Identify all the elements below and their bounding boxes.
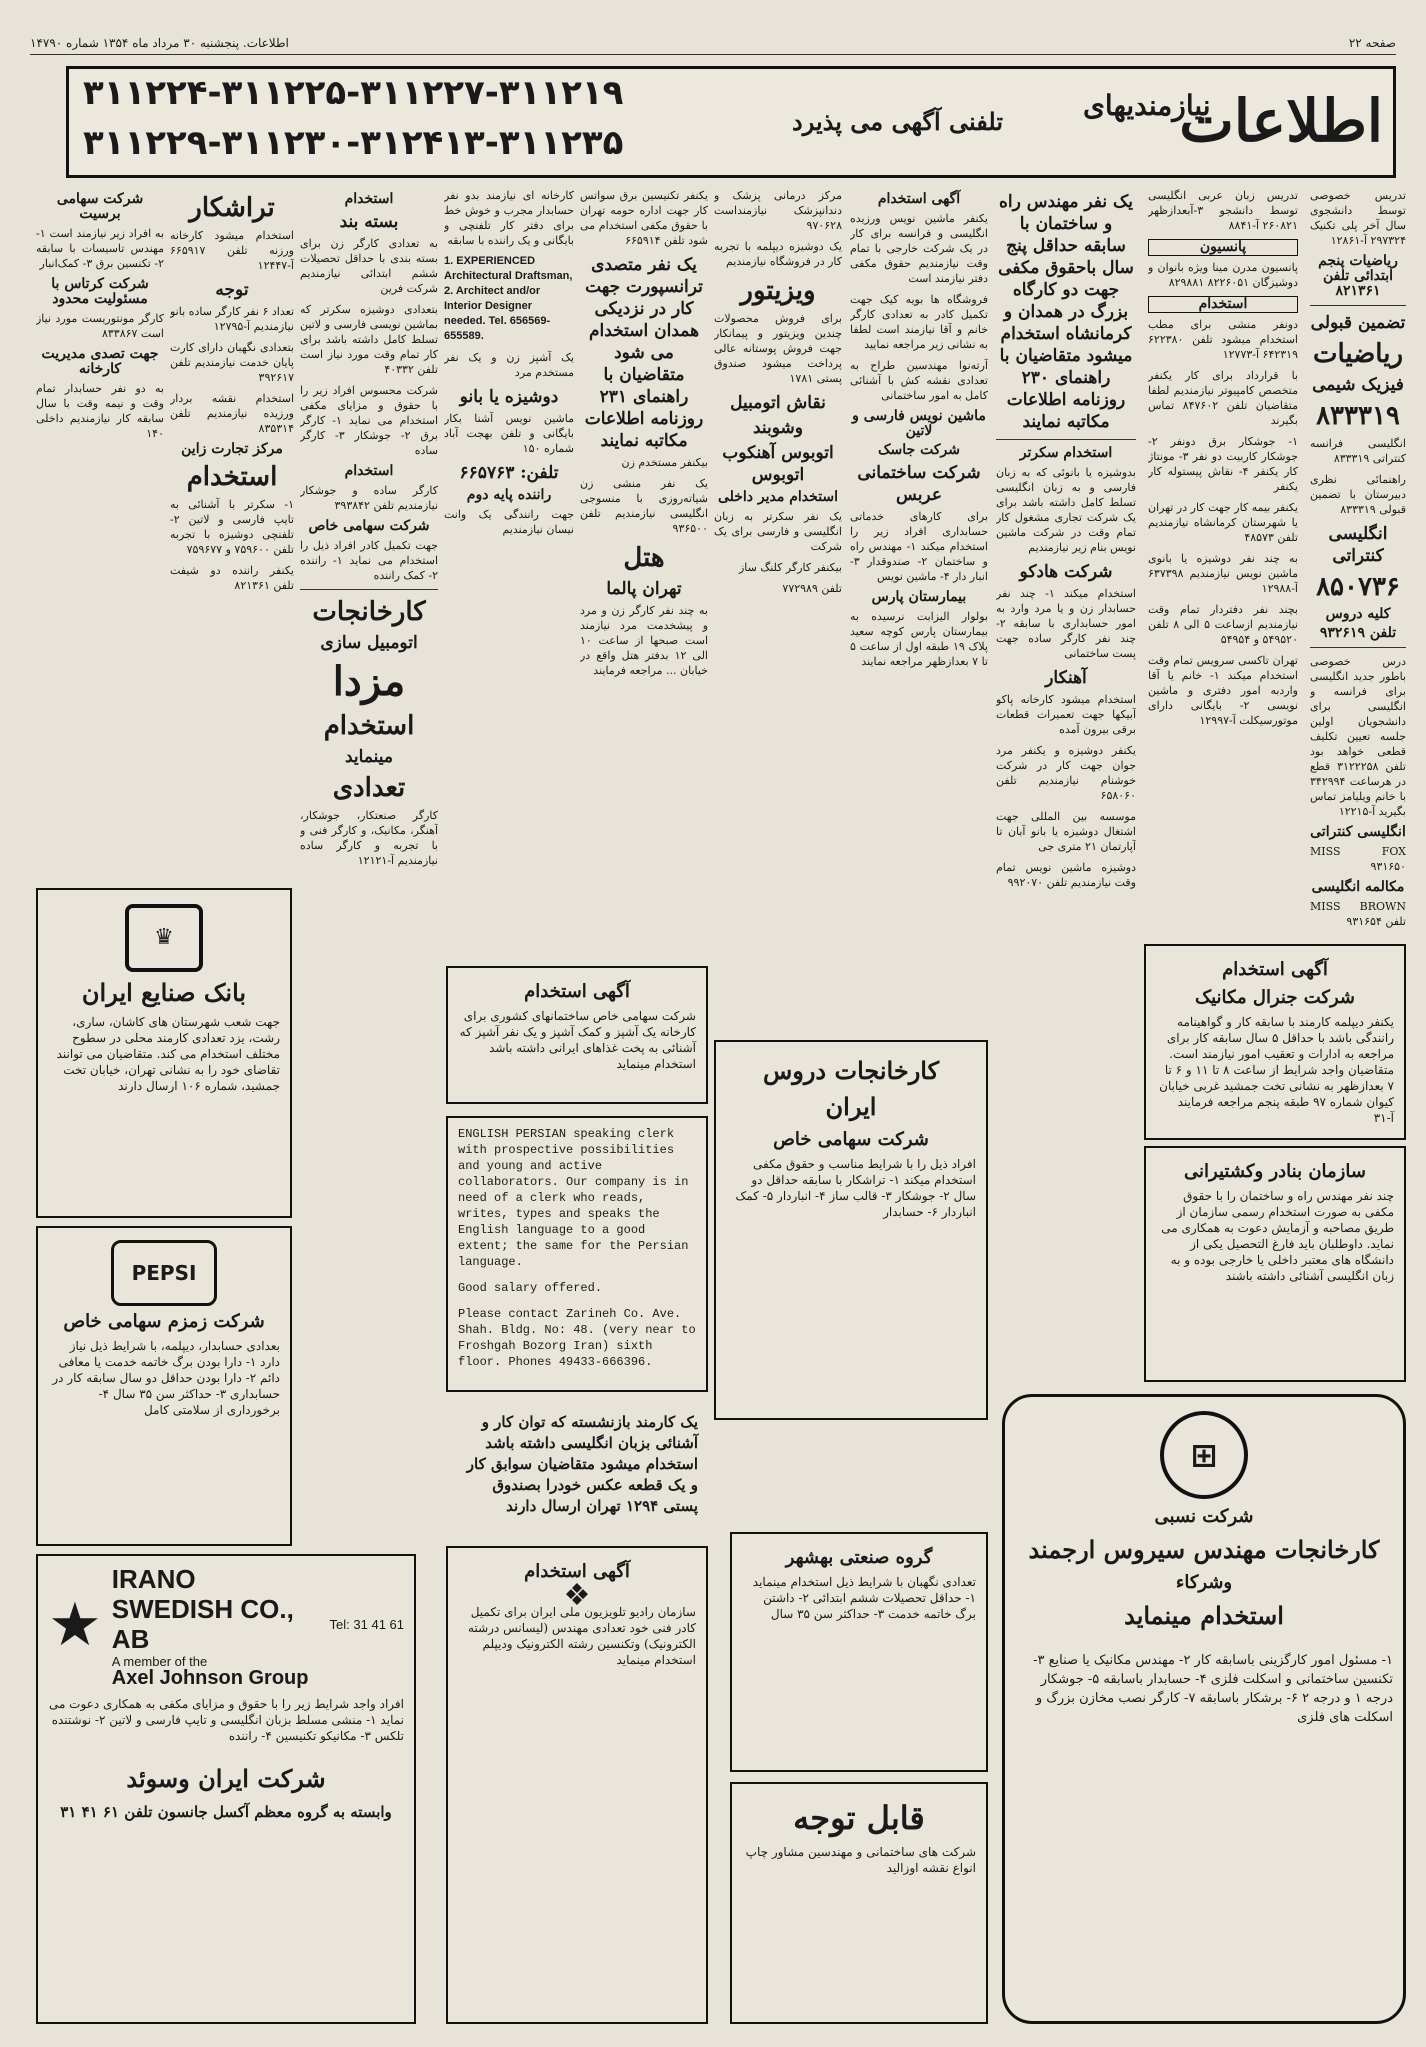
ad-title: کارخانجات دروس xyxy=(762,1056,940,1085)
ad-text: استخدام میکند ۱- چند نفر حسابدار زن و یا مرد وارد به امور حسابداری با سابقه ۲- چند نفر کارگر ساده جهت پست ساختمانی xyxy=(996,587,1136,660)
ad-heading: استخدام xyxy=(1148,296,1298,313)
ad-body: سازمان رادیو تلویزیون ملی ایران برای تکمیل کادر فنی خود تعدادی مهندس (لیسانس درشته الکترونیک) وتکنسین رشته الکترونیک ودیپلم استخدام مینماید xyxy=(468,1605,696,1667)
ad-heading: مکالمه انگلیسی xyxy=(1311,879,1405,895)
ad-heading: ریاضیات پنجم ابتدائی تلفن ۸۲۱۳۶۱ xyxy=(1318,253,1398,299)
ad-title: سازمان بنادر وکشتیرانی xyxy=(1184,1161,1366,1182)
ad-title: آگهی استخدام xyxy=(524,981,630,1002)
ad-text: تعداد ۶ نفر کارگر ساده بانو نیازمندیم آ-۱۲۷۹۵ xyxy=(170,305,294,333)
ad-text: بتعدادی دوشیزه سکرتر که بماشین نویسی فارسی و لاتین تسلط کامل داشته باشد برای کار تمام وقت مورد نیاز است تلفن ۴۰۳۳۲ xyxy=(300,303,438,376)
ad-heading: دوشیزه یا بانو xyxy=(459,387,559,407)
ad-text: یکنفر ماشین نویس ورزیده انگلیسی و فرانسه برای کار در یک شرکت خارجی با تمام وقت نیازمندیم حقوق مکفی دفتر نیازمند است xyxy=(850,212,988,285)
ad-heading: پانسیون xyxy=(1148,239,1298,256)
ad-text: انگلیسی فرانسه کنتراتی ۸۳۳۳۱۹ xyxy=(1310,437,1406,465)
header-left: اطلاعات. پنجشنبه ۳۰ مرداد ماه ۱۳۵۴ شماره ۱۴۷۹۰ xyxy=(30,36,289,50)
ad-text: با قرارداد برای کار یکنفر متخصص کامپیوتر نیازمندیم لطفا متقاضیان تلفن ۸۴۷۶۰۲ تماس بگیرند xyxy=(1148,369,1298,427)
ad-heading: استخدام xyxy=(323,711,415,741)
ad-heading: وشوبند xyxy=(752,418,804,438)
ad-text-english: 1. EXPERIENCED Architectural Draftsman, 2. Architect and/or Interior Designer needed. Tel. 656569-655589. xyxy=(444,255,573,342)
general-mechanic-ad xyxy=(1144,944,1406,1140)
ad-body: شرکت های ساختمانی و مهندسین مشاور چاپ انواع نقشه اوزالید xyxy=(745,1845,976,1875)
company-tel: Tel: 31 41 61 xyxy=(329,1617,404,1632)
ad-text: یکنفر راننده دو شیفت تلفن ۸۲۱۳۶۱ xyxy=(170,564,294,592)
ad-heading: یک نفر متصدی ترانسپورت جهت کار در نزدیکی همدان استخدام می شود متقاضیان با راهنمای ۲۳۱ روزنامه اطلاعات مکاتبه نمایند xyxy=(584,255,704,451)
ad-text: دوشیزه ماشین نویس تمام وقت نیازمندیم تلفن ۹۹۲۰۷۰ xyxy=(996,861,1136,889)
banner-subtitle: تلفنی آگهی می پذیرد xyxy=(792,107,1003,136)
ad-heading: استخدام xyxy=(186,462,278,492)
ad-title: شرکت زمزم سهامی خاص xyxy=(63,1311,265,1332)
pepsi-ad xyxy=(36,1226,292,1546)
ad-text: ۱- جوشکار برق دونفر ۲- جوشکار کاربیت دو نفر ۳- مونتاژ کار یکنفر ۴- نقاش پیستوله کار یکنفر xyxy=(1148,435,1298,493)
ad-heading: هتل xyxy=(623,543,665,573)
dorous-factory-ad xyxy=(714,1040,988,1420)
company-sub: A member of the xyxy=(111,1654,208,1669)
column-5 xyxy=(714,188,842,1028)
ad-text: کارخانه ای نیازمند بدو نفر حسابدار مجرب و خوش خط برای دفتر کار تلفنچی و بایگانی و یک راننده با سابقه xyxy=(444,189,574,247)
pepsi-logo-icon: PEPSI xyxy=(111,1240,217,1306)
ad-footer: شرکت ایران وسوئد xyxy=(126,1764,326,1793)
ad-text: استخدام میشود کارخانه پاکو آبیکها جهت تعمیرات قطعات برقی بیرون آمده xyxy=(996,693,1136,736)
ad-phone: ۸۳۳۳۱۹ xyxy=(1316,401,1400,431)
ad-text: شرکت محسوس افراد زیر را با حقوق و مزایای مکفی استخدام می نماید ۱- کارگر برق ۲- جوشکار ۳- کارگر ساده xyxy=(300,384,438,457)
ad-heading: تهران پالما xyxy=(606,579,682,599)
column-8 xyxy=(300,188,438,1588)
column-6 xyxy=(580,188,708,998)
ad-text: یکنفر بیمه کار جهت کار در تهران یا شهرستان کرمانشاه نیازمندیم تلفن ۴۸۵۷۳ xyxy=(1148,501,1298,544)
ad-text: فروشگاه ها بویه کیک جهت تکمیل کادر به تعدادی کارگر خانم و آقا نیازمند است لطفا به نشانی زیر مراجعه نمایید xyxy=(850,293,988,351)
ad-sub-2: شرکت سهامی خاص xyxy=(773,1129,929,1150)
ad-title-2: کارخانجات مهندس سیروس ارجمند xyxy=(1028,1535,1380,1564)
ad-heading: آگهی استخدام xyxy=(877,191,961,207)
ad-heading: تضمین قبولی xyxy=(1310,313,1406,333)
ad-phone: ۸۵۰۷۳۶ xyxy=(1316,572,1400,602)
ad-heading: نقاش اتومبیل xyxy=(730,393,826,413)
ad-heading: یک نفر مهندس راه و ساختمان با سابقه حداقل پنج سال باحقوق مکفی جهت دو کارگاه بزرگ در همدان و کرمانشاه استخدام میشود متقاضیان با راهنمای ۲۳۰ روزنامه اطلاعات مکاتبه نمایند xyxy=(998,192,1134,432)
ad-body: یکنفر دیپلمه کارمند با سابقه کار و گواهینامه رانندگی باشد با حداقل ۵ سال سابقه کار برای مراجعه به ادارات و تعقیب امور نیازمند است. متقاضیان واجد شرایط از ساعت ۸ تا ۱۱ و ۶ تا ۷ بعدازظهر به نشانی تخت جمشید غربی خیابان کیوان شماره ۹۷ طبقه پنجم مراجعه فرمایند آ-۳۱ xyxy=(1159,1015,1394,1125)
ad-text: به دو نفر حسابدار تمام وقت و نیمه وقت با سال سابقه کار نیازمندیم داخلی ۱۴۰ xyxy=(36,382,164,440)
ad-heading: استخدام xyxy=(344,191,394,207)
ad-body: چند نفر مهندس راه و ساختمان را با حقوق مکفی به صورت استخدام رسمی سازمان از طریق مصاحبه و آزمایش دعوت به همکاری می نماید. داوطلبان باید فارغ التحصیل یکی از دانشگاه های معتبر داخلی یا خارجی بوده و به زبان انگلیسی آشنائی داشته باشند xyxy=(1161,1189,1394,1283)
ad-heading: تراشکار xyxy=(189,193,275,223)
ad-heading: شرکت ساختمانی عربس xyxy=(857,463,981,505)
ad-heading: انگلیسی کنتراتی xyxy=(1310,824,1406,840)
ad-body: شرکت سهامی خاص ساختمانهای کشوری برای کارخانه یک آشپز و کمک آشپز و یک نفر آشپز که آشنائی به پخت غذاهای ایرانی داشته باشد استخدام مینماید xyxy=(459,1009,696,1071)
page-header xyxy=(30,36,1396,55)
ad-text: دونفر منشی برای مطب استخدام میشود تلفن ۶۲۲۳۸۰ ۶۴۲۳۱۹ آ-۱۲۷۷۳ xyxy=(1148,318,1298,361)
kitchen-staff-ad xyxy=(446,966,708,1104)
ad-text: برای کارهای خدماتی حسابداری افراد زیر را استخدام میکند ۱- مهندس راه و ساختمان ۲- صندوقدار ۳- انبار دار ۴- ماشین نویس xyxy=(850,510,988,583)
star-logo-icon: ★ xyxy=(48,1590,102,1660)
column-9 xyxy=(170,188,294,878)
ad-title-4: استخدام مینماید xyxy=(1124,1601,1284,1630)
ad-text: تهران تاکسی سرویس تمام وقت استخدام میکند ۱- خانم یا آقا واردبه امور دفتری و ماشین نویسی ۲- بایگانی دارای موتورسیکلت آ-۱۲۹۹۷ xyxy=(1148,654,1298,727)
ad-text: MISS FOX ۹۳۱۶۵۰ xyxy=(1310,845,1406,873)
ad-heading: شرکت سهامی خاص xyxy=(308,518,430,534)
ad-phone: تلفن ۹۳۲۶۱۹ xyxy=(1319,625,1397,641)
ad-heading: اتومبیل سازی xyxy=(320,633,418,653)
ad-text: بچند نفر دفتردار تمام وقت نیازمندیم ازساعت ۵ الی ۸ تلفن ۵۴۹۵۲۰ و ۵۴۹۵۴ xyxy=(1148,603,1298,646)
radio-tv-ad xyxy=(446,1546,708,2024)
ad-body: ENGLISH PERSIAN speaking clerk with prospective possibilities and young and active collaborators. Our company is in need of a clerk who reads, writes, types and speaks the English language to a good extent; the same for the Persian language. xyxy=(458,1127,689,1269)
ad-text: استخدام نقشه بردار ورزیده نیازمندیم تلفن ۸۳۵۳۱۴ xyxy=(170,392,294,435)
irano-swedish-ad xyxy=(36,1554,416,2024)
ad-heading: ریاضیات xyxy=(1312,339,1404,369)
english-clerk-ad xyxy=(446,1116,708,1392)
ad-text: کارگر صنعتکار، جوشکار، آهنگر، مکانیک، و کارگر فنی و با تجربه و کارگر ساده نیازمندیم آ-۱۲۱۲۱ xyxy=(300,809,438,867)
crown-icon: ♛ xyxy=(125,904,203,972)
ad-text: کارگر ساده و جوشکار نیازمندیم تلفن ۳۹۳۸۴۲ xyxy=(300,484,438,512)
company-logo-icon: ⊞ xyxy=(1160,1411,1248,1499)
company-group: Axel Johnson Group xyxy=(111,1667,309,1689)
ad-text: برای فروش محصولات چندین ویزیتور و پیمانکار جهت فروش پوستانه عالی پرداخت میشود صندوق پستی ۱۷۸۱ xyxy=(714,312,842,385)
ad-heading: شرکت جاسک xyxy=(878,442,960,458)
ad-text: پانسیون مدرن مینا ویژه بانوان و دوشیزگان ۸۲۲۶۰۵۱ ۸۲۹۸۸۱ xyxy=(1148,261,1298,289)
column-1 xyxy=(1310,188,1406,1018)
ad-text: به چند نفر دوشیزه یا بانوی ماشین نویس نیازمندیم ۶۳۷۳۹۸ آ-۱۲۹۸۸ xyxy=(1148,552,1298,595)
ad-heading: کلیه دروس xyxy=(1325,606,1391,622)
ad-title: شرکت نسبی xyxy=(1154,1506,1254,1527)
ad-sub: ایران xyxy=(825,1092,877,1121)
ad-text: تدریس زبان عربی انگلیسی توسط دانشجو ۳-آبعدازظهر ۲۶۰۸۲۱ آ-۸۸۴۱ xyxy=(1148,189,1298,232)
ad-heading: آهنکار xyxy=(1045,668,1087,688)
ad-heading: مرکز تجارت زاین xyxy=(181,441,283,457)
ad-heading: اتوبوس آهنکوب اتوبوس xyxy=(722,443,834,485)
ad-text: تلفن ۷۷۲۹۸۹ xyxy=(782,582,842,595)
ad-text: جهت رانندگی یک وانت نیسان نیازمندیم xyxy=(444,508,574,536)
ad-heading: استخدام xyxy=(344,463,394,479)
ad-text: یک آشپز زن و یک نفر مستخدم مرد xyxy=(444,351,574,379)
ad-text: یک نفر منشی زن شیاته‌روزی با منسوجی انگلیسی نیازمندیم تلفن ۹۳۶۵۰۰ xyxy=(580,477,708,535)
retired-clerk-ad xyxy=(446,1404,708,1534)
column-2 xyxy=(1148,188,1298,948)
attention-ad xyxy=(730,1782,988,2024)
banner-title: اطلاعات xyxy=(1179,87,1383,155)
ad-heading: ویزیتور xyxy=(740,276,816,306)
ad-heading: تعدادی xyxy=(332,773,406,803)
ad-text: ماشین نویس آشنا بکار بایگانی و تلفن بهجت آباد شماره ۱۵۰ xyxy=(444,412,574,455)
ad-title: گروه صنعتی بهشهر xyxy=(785,1547,933,1568)
ad-salary: Good salary offered. xyxy=(458,1281,603,1295)
ad-title: آگهی استخدام xyxy=(1222,959,1328,980)
ad-text: بدوشیزه یا بانوئی که به زبان فارسی و به زبان انگلیسی تسلط کامل داشته باشد برای یک شرکت تجاری مشغول کار تمام وقت در شرکت ماشین نویس بنام زیر نیازمندیم xyxy=(996,466,1136,554)
ad-heading: استخدام مدیر داخلی xyxy=(717,489,839,505)
column-7 xyxy=(444,188,574,958)
ad-heading: ماشین نویس فارسی و لاتین xyxy=(852,408,986,439)
ad-company: شرکت جنرال مکانیک xyxy=(1195,987,1355,1008)
company-name: IRANO SWEDISH CO., AB xyxy=(111,1564,294,1654)
ad-text: بیکنفر مستخدم زن xyxy=(621,456,708,469)
ad-contact: Please contact Zarineh Co. Ave. Shah. Bldg. No: 48. (very near to Froshgah Bozorg Iran) sixth floor. Phones 49433-666396. xyxy=(458,1307,696,1369)
ad-text: MISS BROWN تلفن ۹۳۱۶۵۴ xyxy=(1310,900,1406,928)
ad-heading: کارخانجات xyxy=(312,597,426,627)
ad-heading: توجه xyxy=(215,280,249,300)
ad-heading: مینماید xyxy=(344,747,394,767)
banner-phones-2: ۳۱۱۲۲۹-۳۱۱۲۳۰-۳۱۲۴۱۳-۳۱۱۲۳۵ xyxy=(83,123,624,163)
ad-title-3: وشرکاء xyxy=(1175,1572,1233,1593)
ad-heading: راننده پایه دوم xyxy=(466,487,552,503)
ad-text: موسسه بین المللی جهت اشتغال دوشیزه یا بانو آبان تا آپارتمان ۲۱ متری جی xyxy=(996,810,1136,853)
ad-text: به چند نفر کارگر زن و مرد و پیشخدمت مرد نیازمند است صبحها از ساعت ۱۰ الی ۱۲ بدفتر هتل واقع در خیابان ... مراجعه فرمایند xyxy=(580,604,708,677)
ad-body: یک کارمند بازنشسته که توان کار و آشنائی بزبان انگلیسی داشته باشد استخدام میشود متقاضیان سوابق کار و یک قطعه عکس خودرا بصندوق پستی ۱۲۹۴ تهران ارسال دارند xyxy=(466,1413,698,1515)
ad-body: بعدادی حسابدار، دیپلمه، با شرایط ذیل نیاز دارد ۱- دارا بودن برگ خاتمه خدمت یا معافی دائم ۲- دارا بودن حداقل دو سال سابقه کار در حسابداری ۳- حداکثر سن ۳۵ سال ۴- برخورداری از سلامتی کامل xyxy=(52,1339,280,1417)
column-3 xyxy=(996,188,1136,1378)
header-page-number: صفحه ۲۲ xyxy=(1348,36,1396,50)
emblem-icon: ❖ xyxy=(563,1578,591,1613)
ad-text: بتعدادی نگهبان دارای کارت پایان خدمت نیازمندیم تلفن ۳۹۲۶۱۷ xyxy=(170,341,294,384)
arjmand-ad xyxy=(1002,1394,1406,2024)
ad-text: یک نفر سکرتر به زبان انگلیسی و فارسی برای یک شرکت xyxy=(714,510,842,553)
ad-text: بولوار الیزابت نرسیده به بیمارستان پارس کوچه سعید پلاک ۱۹ طبقه اول از ساعت ۵ تا ۷ بعدازظهر مراجعه نمایند xyxy=(850,610,988,668)
ad-text: استخدام میشود کارخانه ورزنه تلفن ۶۶۵۹۱۷ آ-۱۲۴۴۷ xyxy=(170,229,294,272)
ad-heading: مزدا xyxy=(332,658,406,705)
ad-heading: انگلیسی کنتراتی xyxy=(1328,524,1388,566)
ad-phone: تلفن: ۶۶۵۷۶۳ xyxy=(459,463,559,483)
ad-title: قابل توجه xyxy=(793,1799,925,1837)
ad-heading: جهت تصدی مدیریت کارخانه xyxy=(41,346,159,377)
bank-ad xyxy=(36,888,292,1218)
ad-body: افراد واجد شرایط زیر را با حقوق و مزایای مکفی به همکاری دعوت می نماید ۱- منشی مسلط بزبان انگلیسی و تایپ فارسی و لاتین ۲- نوشتنده تلکس ۳- مکانیکو تکنیسین ۴- راننده xyxy=(48,1697,404,1743)
ad-text: جهت تکمیل کادر افراد ذیل را استخدام می نماید ۱- راننده ۲- کمک راننده xyxy=(300,539,438,582)
ad-text: آرته‌نوا مهندسین طراح به تعدادی نقشه کش با آشنائی کامل به امور ساختمانی xyxy=(850,359,988,402)
ad-text: ۱- سکرتر با آشنائی به تایپ فارسی و لاتین ۲- تلفنچی دوشیزه با تجربه تلفن ۷۵۹۶۰۰ و ۷۵۹۶۷۷ xyxy=(170,498,294,556)
ports-shipping-ad xyxy=(1144,1146,1406,1382)
ad-text: بیکنفر کارگر کلنگ ساز xyxy=(738,561,842,574)
ad-heading: شرکت سهامی برسیت xyxy=(56,191,144,222)
banner-prefix: نیازمندیهای xyxy=(1083,89,1211,122)
ad-text: تدریس خصوصی توسط دانشجوی سال آخر پلی تکنیک ۲۹۷۳۲۴ آ-۱۲۸۶۱ xyxy=(1310,189,1406,247)
ad-title: بانک صنایع ایران xyxy=(81,978,247,1007)
ad-text: درس خصوصی باطور جدید انگلیسی برای فرانسه و انگلیسی برای دانشجویان اولین جلسه تعیین تکلیف قطعی خواهد بود تلفن ۳۱۲۲۲۵۸ قطع در هرساعت ۳۴۲۹۹۴ با خانم ویلیامز تماس بگیرید آ-۱۲۲۱۵ xyxy=(1310,655,1406,818)
ad-heading: شرکت هادکو xyxy=(1019,562,1113,582)
ad-title: آگهی استخدام xyxy=(524,1561,630,1582)
ad-text: به تعدادی کارگر زن برای بسته بندی با حداقل تحصیلات ششم ابتدائی نیازمندیم شرکت فرین xyxy=(300,237,438,295)
ad-heading: بسته بند xyxy=(339,212,399,232)
ad-heading: بیمارستان پارس xyxy=(871,589,967,605)
column-10 xyxy=(36,188,164,878)
ad-text: یک دوشیزه دیپلمه با تجربه کار در فروشگاه نیازمندیم xyxy=(714,240,842,268)
banner-logo xyxy=(1083,77,1383,173)
ad-text: به افراد زیر نیازمند است ۱- مهندس تاسیسات با سابقه ۲- تکنسین برق ۳- کمک‌انبار xyxy=(36,227,164,270)
ad-text: یکنفر تکنیسین برق سواتس کار جهت اداره حومه تهران با حقوق مکفی استخدام می شود تلفن ۶۶۵۹۱۴ xyxy=(580,189,708,247)
banner xyxy=(66,66,1396,178)
ad-text: کارگر مونتوریست مورد نیاز است ۸۳۳۸۶۷ xyxy=(36,312,164,340)
ad-body: ۱- مسئول امور کارگزینی باسابقه کار ۲- مهندس مکانیک یا صنایع ۳- تکنسین ساختمانی و اسکلت فلزی ۴- حسابدار باسابقه ۵- جوشکار درجه ۱ و درجه ۲ ۶- برشکار باسابقه ۷- کارگر نصب مخازن بزرگ و اسکلت های فلزی xyxy=(1033,1653,1393,1725)
ad-footer-2: وابسته به گروه معظم آکسل جانسون تلفن ۶۱ ۴۱ ۳۱ xyxy=(60,1803,392,1821)
ad-heading: شرکت کرتاس با مسئولیت محدود xyxy=(51,276,149,307)
ad-body: تعدادی نگهبان با شرایط ذیل استخدام مینماید ۱- حداقل تحصیلات ششم ابتدائی ۲- داشتن برگ خاتمه خدمت ۳- حداکثر سن ۳۵ سال xyxy=(752,1575,976,1621)
behshahr-ad xyxy=(730,1532,988,1772)
ad-heading: فیزیک شیمی xyxy=(1312,375,1404,395)
ad-text: راهنمائی نظری دبیرستان با تضمین قبولی ۸۳۳۳۱۹ xyxy=(1310,473,1406,516)
ad-heading: استخدام سکرتر xyxy=(1019,445,1113,461)
ad-text: مرکز درمانی پزشک و دندانپزشک نیازمنداست ۹۷۰۶۲۸ xyxy=(714,189,842,232)
ad-body: جهت شعب شهرستان های کاشان، ساری، رشت، یزد تعدادی کارمند محلی در سطوح مختلف استخدام می کند. متقاضیان می توانند تقاضای خود را به نشانی تهران، خیابان تخت جمشید، شماره ۱۰۶ ارسال دارند xyxy=(56,1015,280,1093)
banner-phones-1: ۳۱۱۲۲۴-۳۱۱۲۲۵-۳۱۱۲۲۷-۳۱۱۲۱۹ xyxy=(83,73,624,113)
ad-text: یکنفر دوشیزه و یکنفر مرد جوان جهت کار در شرکت خوشنام نیازمندیم تلفن ۶۵۸۰۶۰ xyxy=(996,744,1136,802)
ad-body: افراد ذیل را با شرایط مناسب و حقوق مکفی استخدام میکند ۱- تراشکار با سابقه حداقل دو سال ۲- جوشکار ۳- قالب ساز ۴- انباردار ۵- کمک انباردار ۶- حسابدار xyxy=(735,1157,976,1219)
